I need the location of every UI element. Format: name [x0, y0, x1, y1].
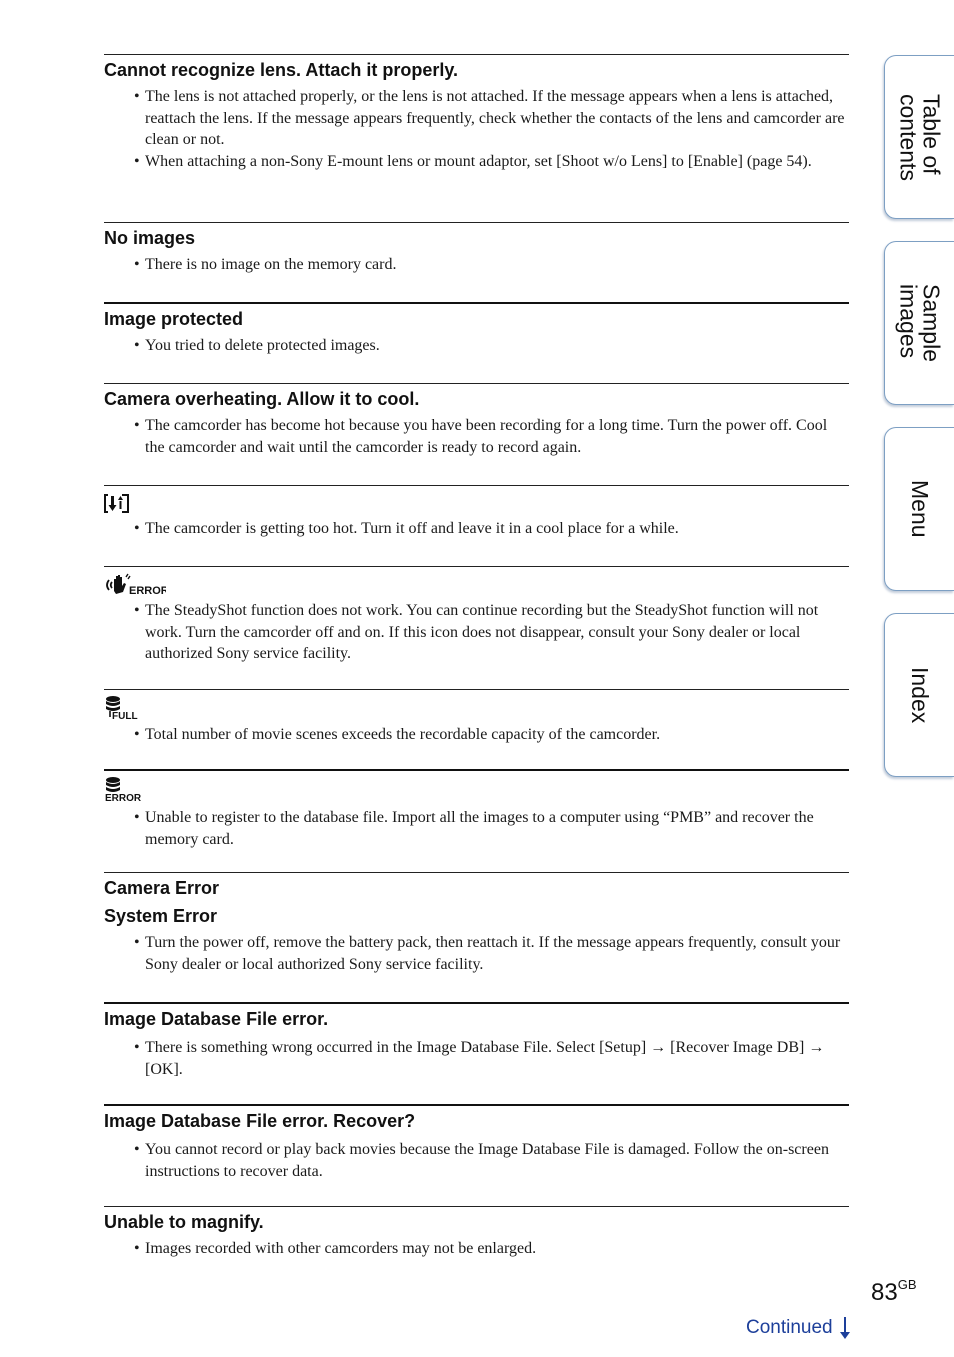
section-heading: Image protected — [104, 309, 244, 329]
page-number-suffix: GB — [897, 1277, 917, 1292]
section-image-protected — [104, 302, 849, 357]
section-heading: No images — [104, 228, 196, 248]
section-heading: Cannot recognize lens. Attach it properly. — [104, 60, 459, 80]
bullet-item: • There is no image on the memory card. — [104, 254, 849, 276]
database-full-icon — [104, 695, 144, 721]
svg-text:FULL: FULL — [112, 711, 138, 721]
bullet-item: • Total number of movie scenes exceeds the recordable capacity of the camcorder. — [104, 724, 849, 746]
tab-table-of-contents[interactable] — [884, 55, 954, 219]
section-heading: Camera overheating. Allow it to cool. — [104, 389, 420, 409]
tab-label: Table of contents — [895, 93, 945, 181]
bullet-item: • The lens is not attached properly, or the lens is not attached. If the message appears when a lens is attached, reattach the lens. If the message appears frequently, check whether the contacts of the lens and camcorder are clean or not. — [104, 86, 849, 151]
bullet-item: • Turn the power off, remove the battery pack, then reattach it. If the message appears frequently, consult your Sony dealer or local authorized Sony service facility. — [104, 932, 849, 975]
database-error-icon — [104, 776, 144, 802]
bullet-item: • The camcorder has become hot because you have been recording for a long time. Turn the power off. Cool the camcorder and wait until the camcorder is ready to record again. — [104, 415, 849, 458]
tab-menu[interactable] — [884, 427, 954, 591]
arrow-down-icon — [839, 1316, 851, 1340]
bullet-item: • You tried to delete protected images. — [104, 335, 849, 357]
section-heading: Image Database File error. Recover? — [104, 1111, 416, 1131]
tab-label: Menu — [907, 480, 933, 538]
bullet-item: • There is something wrong occurred in the Image Database File. Select [Setup] → [Recover Image DB] → [OK]. — [104, 1037, 849, 1080]
continued-link[interactable] — [746, 1316, 851, 1340]
section-lens-error — [104, 54, 849, 172]
section-heading: Image Database File error. — [104, 1009, 329, 1029]
section-camera-overheating — [104, 383, 849, 458]
section-unable-to-magnify — [104, 1206, 849, 1260]
section-image-database-recover — [104, 1104, 849, 1182]
bullet-item: • When attaching a non-Sony E-mount lens or mount adaptor, set [Shoot w/o Lens] to [Enable] (page 54). — [104, 151, 849, 173]
bullet-item: • Unable to register to the database file. Import all the images to a computer using “PMB” and recover the memory card. — [104, 807, 849, 850]
bullet-item: • You cannot record or play back movies because the Image Database File is damaged. Follow the on-screen instructions to recover data. — [104, 1139, 849, 1182]
svg-text:ERROR: ERROR — [129, 585, 166, 597]
bullet-item: • The camcorder is getting too hot. Turn it off and leave it in a cool place for a while. — [104, 518, 849, 540]
tab-label: Index — [907, 666, 933, 724]
section-camera-system-error — [104, 872, 849, 975]
section-heading: System Error — [104, 906, 218, 926]
overheat-warning-icon — [104, 493, 130, 515]
tab-sample-images[interactable] — [884, 241, 954, 405]
page-number-value: 83 — [871, 1279, 898, 1306]
section-database-error — [104, 769, 849, 850]
section-steadyshot-error — [104, 566, 849, 665]
section-no-images — [104, 222, 849, 276]
svg-text:ERROR: ERROR — [105, 793, 142, 802]
tab-index[interactable] — [884, 613, 954, 777]
page-number — [871, 1279, 917, 1307]
steadyshot-error-icon — [104, 573, 166, 597]
section-overheat-icon — [104, 485, 849, 540]
bullet-item: • The SteadyShot function does not work. You can continue recording but the SteadyShot function will not work. Turn the camcorder off and on. If this icon does not disappear, consult your Sony dealer or local authorized Sony service facility. — [104, 600, 849, 665]
tab-label: Sample images — [895, 284, 945, 362]
bullet-item: • Images recorded with other camcorders may not be enlarged. — [104, 1238, 849, 1260]
section-heading: Camera Error — [104, 878, 220, 898]
section-image-database-error — [104, 1002, 849, 1080]
section-heading: Unable to magnify. — [104, 1212, 264, 1232]
continued-label: Continued — [746, 1317, 833, 1338]
section-database-full — [104, 689, 849, 746]
